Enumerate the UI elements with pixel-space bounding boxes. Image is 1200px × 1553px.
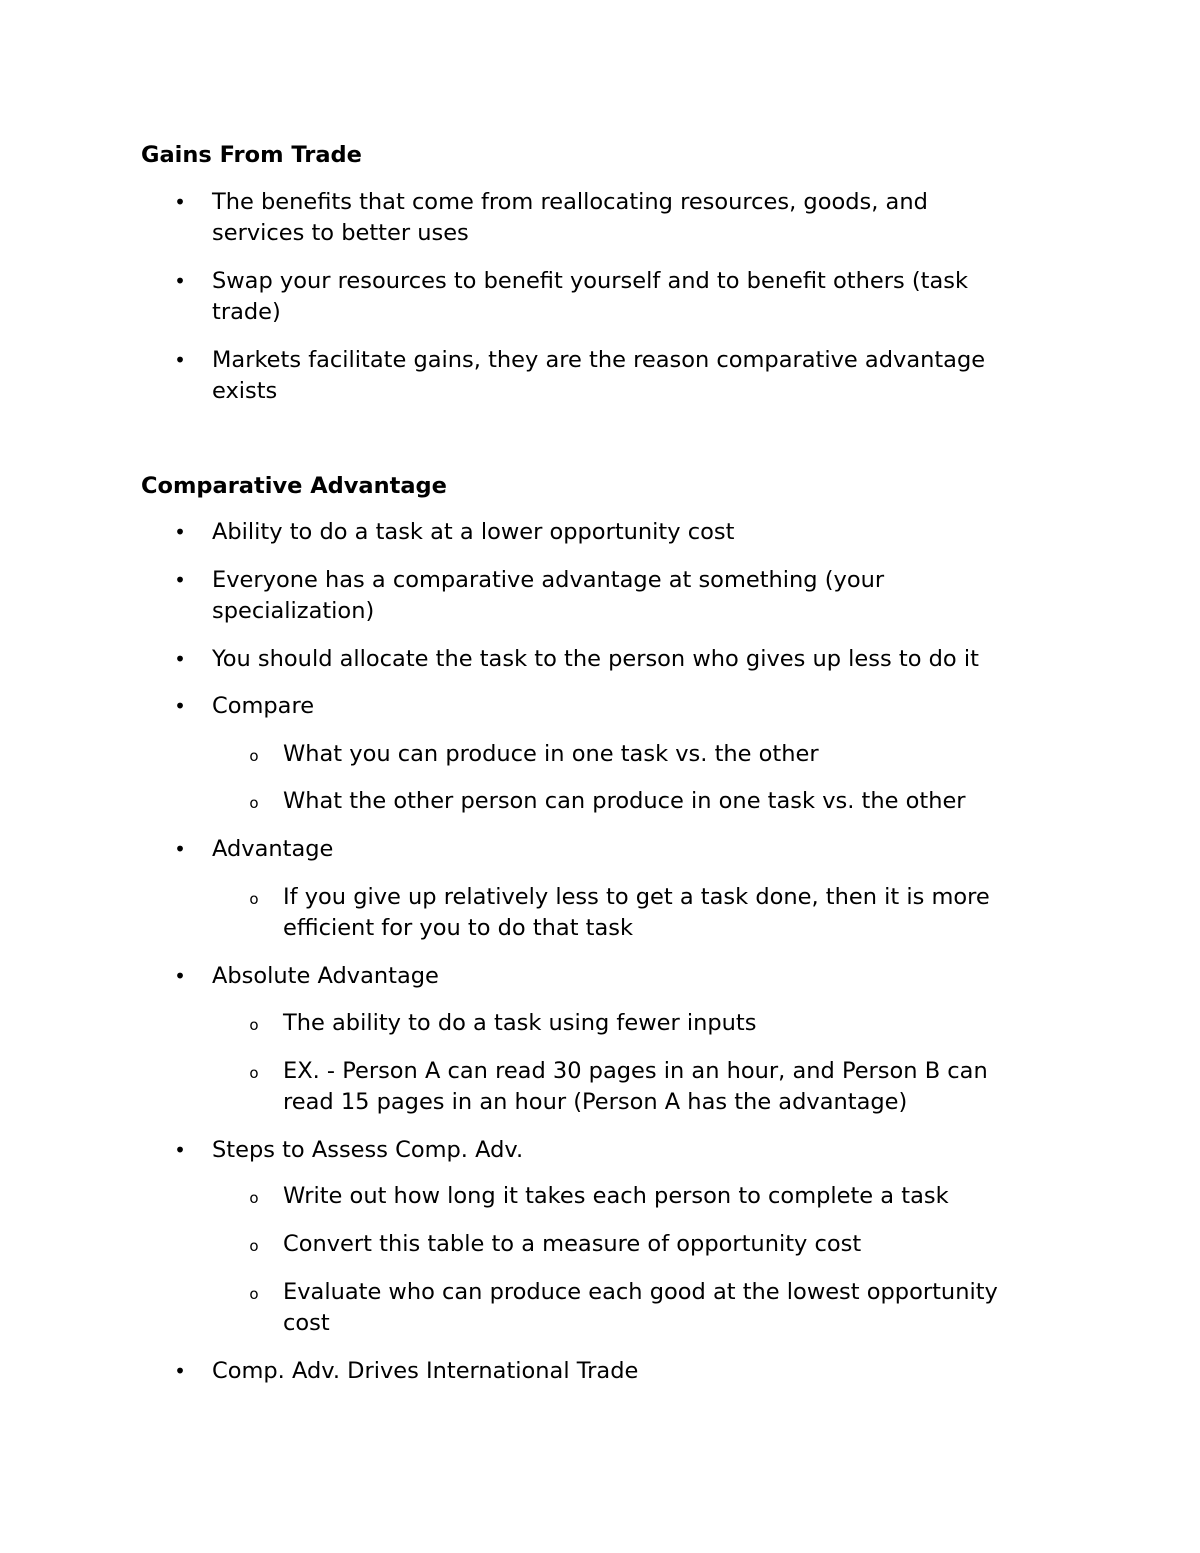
sub-list-item: Write out how long it takes each person to complete a task bbox=[283, 1183, 949, 1209]
sub-bullet-icon: o bbox=[249, 794, 259, 812]
bullet-icon: • bbox=[174, 837, 186, 861]
list-item: Compare bbox=[212, 693, 315, 719]
bullet-icon: • bbox=[174, 568, 186, 592]
section-heading: Comparative Advantage bbox=[141, 473, 447, 499]
sub-bullet-icon: o bbox=[249, 1064, 259, 1082]
bullet-icon: • bbox=[174, 1359, 186, 1383]
list-item: Comp. Adv. Drives International Trade bbox=[212, 1358, 639, 1384]
sub-list-item: What you can produce in one task vs. the other bbox=[283, 741, 819, 767]
list-item: The benefits that come from reallocating resources, goods, and bbox=[212, 189, 928, 215]
list-item-continuation: trade) bbox=[212, 299, 281, 325]
bullet-icon: • bbox=[174, 520, 186, 544]
list-item-continuation: exists bbox=[212, 378, 278, 404]
sub-list-item: If you give up relatively less to get a task done, then it is more bbox=[283, 884, 990, 910]
section-heading: Gains From Trade bbox=[141, 142, 362, 168]
list-item: Swap your resources to benefit yourself and to benefit others (task bbox=[212, 268, 968, 294]
bullet-icon: • bbox=[174, 269, 186, 293]
sub-list-item: Convert this table to a measure of opportunity cost bbox=[283, 1231, 862, 1257]
bullet-icon: • bbox=[174, 694, 186, 718]
list-item-continuation: specialization) bbox=[212, 598, 375, 624]
list-item: Everyone has a comparative advantage at something (your bbox=[212, 567, 885, 593]
sub-bullet-icon: o bbox=[249, 1237, 259, 1255]
sub-list-item-continuation: cost bbox=[283, 1310, 330, 1336]
list-item: Absolute Advantage bbox=[212, 963, 439, 989]
sub-list-item: EX. - Person A can read 30 pages in an hour, and Person B can bbox=[283, 1058, 988, 1084]
sub-bullet-icon: o bbox=[249, 1189, 259, 1207]
bullet-icon: • bbox=[174, 190, 186, 214]
bullet-icon: • bbox=[174, 647, 186, 671]
list-item: You should allocate the task to the person who gives up less to do it bbox=[212, 646, 979, 672]
sub-bullet-icon: o bbox=[249, 890, 259, 908]
list-item-continuation: services to better uses bbox=[212, 220, 469, 246]
list-item: Advantage bbox=[212, 836, 334, 862]
sub-list-item: Evaluate who can produce each good at the lowest opportunity bbox=[283, 1279, 998, 1305]
list-item: Ability to do a task at a lower opportunity cost bbox=[212, 519, 735, 545]
sub-bullet-icon: o bbox=[249, 1016, 259, 1034]
sub-bullet-icon: o bbox=[249, 747, 259, 765]
bullet-icon: • bbox=[174, 964, 186, 988]
sub-bullet-icon: o bbox=[249, 1285, 259, 1303]
list-item: Markets facilitate gains, they are the reason comparative advantage bbox=[212, 347, 986, 373]
sub-list-item: What the other person can produce in one task vs. the other bbox=[283, 788, 966, 814]
list-item: Steps to Assess Comp. Adv. bbox=[212, 1137, 524, 1163]
bullet-icon: • bbox=[174, 1138, 186, 1162]
sub-list-item: The ability to do a task using fewer inputs bbox=[283, 1010, 757, 1036]
bullet-icon: • bbox=[174, 348, 186, 372]
sub-list-item-continuation: read 15 pages in an hour (Person A has the advantage) bbox=[283, 1089, 908, 1115]
sub-list-item-continuation: efficient for you to do that task bbox=[283, 915, 634, 941]
